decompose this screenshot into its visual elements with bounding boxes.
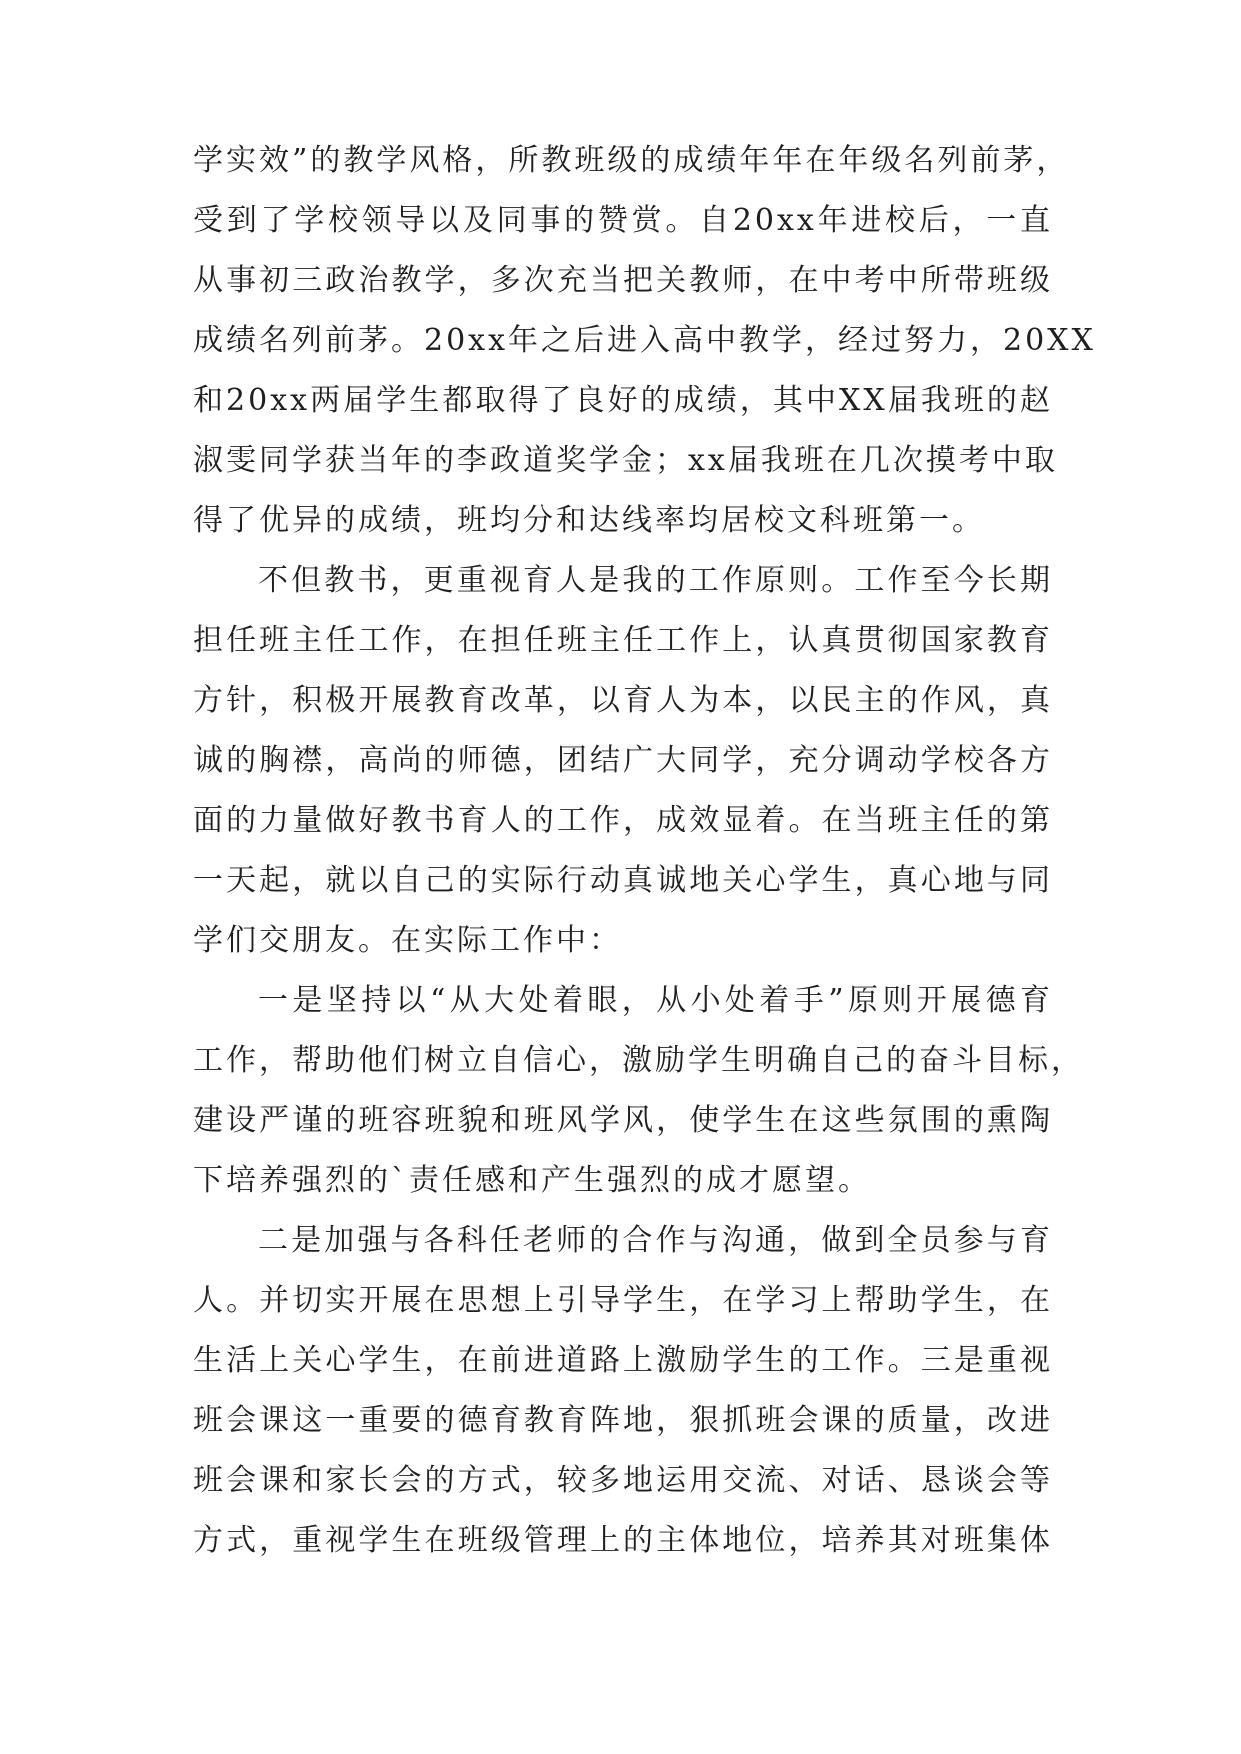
text-line: 班会课和家长会的方式，较多地运用交流、对话、恳谈会等 — [193, 1463, 1053, 1498]
text-line: 方式，重视学生在班级管理上的主体地位，培养其对班集体 — [193, 1523, 1053, 1558]
text-line: 淑雯同学获当年的李政道奖学金；xx届我班在几次摸考中取 — [193, 443, 1058, 478]
text-line: 和20xx两届学生都取得了良好的成绩，其中XX届我班的赵 — [193, 383, 1053, 418]
text-line: 从事初三政治教学，多次充当把关教师，在中考中所带班级 — [193, 263, 1053, 298]
text-line: 成绩名列前茅。20xx年之后进入高中教学，经过努力，20XX — [193, 323, 1096, 358]
text-line: 方针，积极开展教育改革，以育人为本，以民主的作风，真 — [193, 683, 1053, 718]
text-line: 一是坚持以“从大处着眼，从小处着手”原则开展德育 — [258, 983, 1053, 1018]
text-line: 一天起，就以自己的实际行动真诚地关心学生，真心地与同 — [193, 863, 1053, 898]
text-line: 得了优异的成绩，班均分和达线率均居校文科班第一。 — [193, 503, 985, 538]
text-line: 工作，帮助他们树立自信心，激励学生明确自己的奋斗目标， — [193, 1043, 1084, 1078]
text-line: 受到了学校领导以及同事的赞赏。自20xx年进校后，一直 — [193, 203, 1053, 238]
text-line: 建设严谨的班容班貌和班风学风，使学生在这些氛围的熏陶 — [193, 1103, 1053, 1138]
text-line: 二是加强与各科任老师的合作与沟通，做到全员参与育 — [258, 1223, 1053, 1258]
text-line: 学实效”的教学风格，所教班级的成绩年年在年级名列前茅， — [193, 143, 1070, 178]
text-line: 班会课这一重要的德育教育阵地，狠抓班会课的质量，改进 — [193, 1403, 1053, 1438]
text-line: 生活上关心学生，在前进道路上激励学生的工作。三是重视 — [193, 1343, 1053, 1378]
text-line: 担任班主任工作，在担任班主任工作上，认真贯彻国家教育 — [193, 623, 1053, 658]
text-line: 诚的胸襟，高尚的师德，团结广大同学，充分调动学校各方 — [193, 743, 1053, 778]
text-line: 学们交朋友。在实际工作中： — [193, 923, 622, 958]
text-line: 人。并切实开展在思想上引导学生，在学习上帮助学生，在 — [193, 1283, 1053, 1318]
text-line: 不但教书，更重视育人是我的工作原则。工作至今长期 — [258, 563, 1053, 598]
text-line: 下培养强烈的`责任感和产生强烈的成才愿望。 — [193, 1163, 871, 1198]
text-line: 面的力量做好教书育人的工作，成效显着。在当班主任的第 — [193, 803, 1053, 838]
